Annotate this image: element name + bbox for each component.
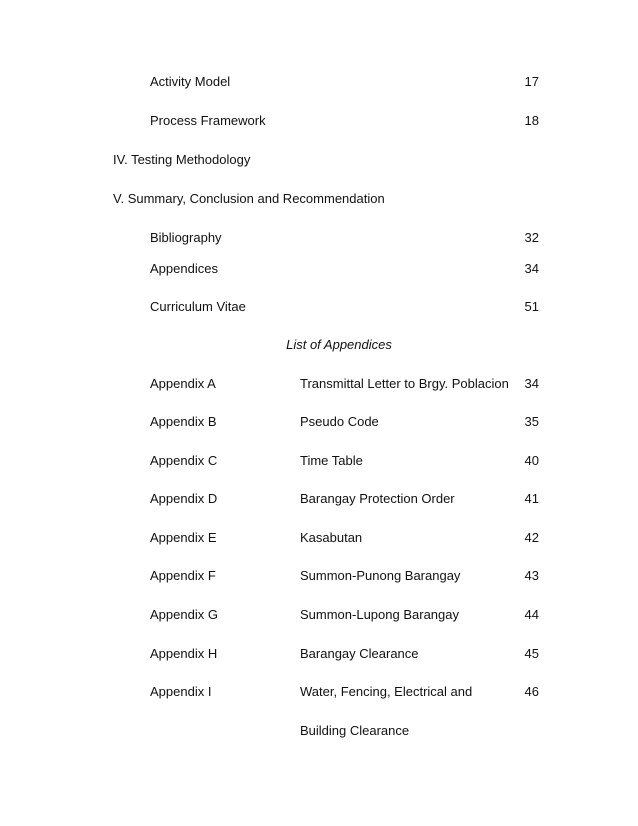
appendix-b-page: 35	[524, 414, 539, 429]
appendices-list-title: List of Appendices	[286, 337, 392, 352]
toc-process-framework-page: 18	[524, 113, 539, 128]
appendix-d-page: 41	[524, 491, 539, 506]
toc-activity-model-label: Activity Model	[150, 74, 231, 89]
toc-appendices-label: Appendices	[150, 261, 218, 276]
appendix-a-page: 34	[524, 376, 539, 391]
appendix-f-page: 43	[524, 568, 539, 583]
appendix-b-desc: Pseudo Code	[300, 414, 379, 429]
toc-curriculum-vitae-label: Curriculum Vitae	[150, 299, 246, 314]
appendix-e-desc: Kasabutan	[300, 530, 363, 545]
appendix-f-desc: Summon-Punong Barangay	[300, 568, 461, 583]
toc-bibliography-label: Bibliography	[150, 230, 222, 245]
appendix-c-page: 40	[524, 453, 539, 468]
toc-summary-heading: V. Summary, Conclusion and Recommendation	[113, 191, 385, 206]
appendix-g-page: 44	[524, 607, 539, 622]
appendix-i-desc: Water, Fencing, Electrical and	[300, 684, 473, 699]
appendix-a-label: Appendix A	[150, 376, 216, 391]
appendix-c-label: Appendix C	[150, 453, 218, 468]
toc-activity-model-page: 17	[524, 74, 539, 89]
appendix-b-label: Appendix B	[150, 414, 217, 429]
appendix-e-label: Appendix E	[150, 530, 217, 545]
toc-process-framework-label: Process Framework	[150, 113, 266, 128]
appendix-h-desc: Barangay Clearance	[300, 646, 419, 661]
appendix-h-page: 45	[524, 646, 539, 661]
appendix-g-label: Appendix G	[150, 607, 218, 622]
appendix-a-desc: Transmittal Letter to Brgy. Poblacion	[300, 376, 509, 391]
appendix-f-label: Appendix F	[150, 568, 216, 583]
appendix-d-label: Appendix D	[150, 491, 218, 506]
toc-curriculum-vitae-page: 51	[524, 299, 539, 314]
appendix-i-desc-continued: Building Clearance	[300, 723, 410, 738]
appendix-c-desc: Time Table	[300, 453, 363, 468]
toc-testing-methodology-heading: IV. Testing Methodology	[113, 152, 251, 167]
toc-appendices-page: 34	[524, 261, 539, 276]
appendix-i-label: Appendix I	[150, 684, 212, 699]
toc-bibliography-page: 32	[524, 230, 539, 245]
appendix-d-desc: Barangay Protection Order	[300, 491, 455, 506]
appendix-g-desc: Summon-Lupong Barangay	[300, 607, 459, 622]
appendix-h-label: Appendix H	[150, 646, 218, 661]
appendix-i-page: 46	[524, 684, 539, 699]
appendix-e-page: 42	[524, 530, 539, 545]
